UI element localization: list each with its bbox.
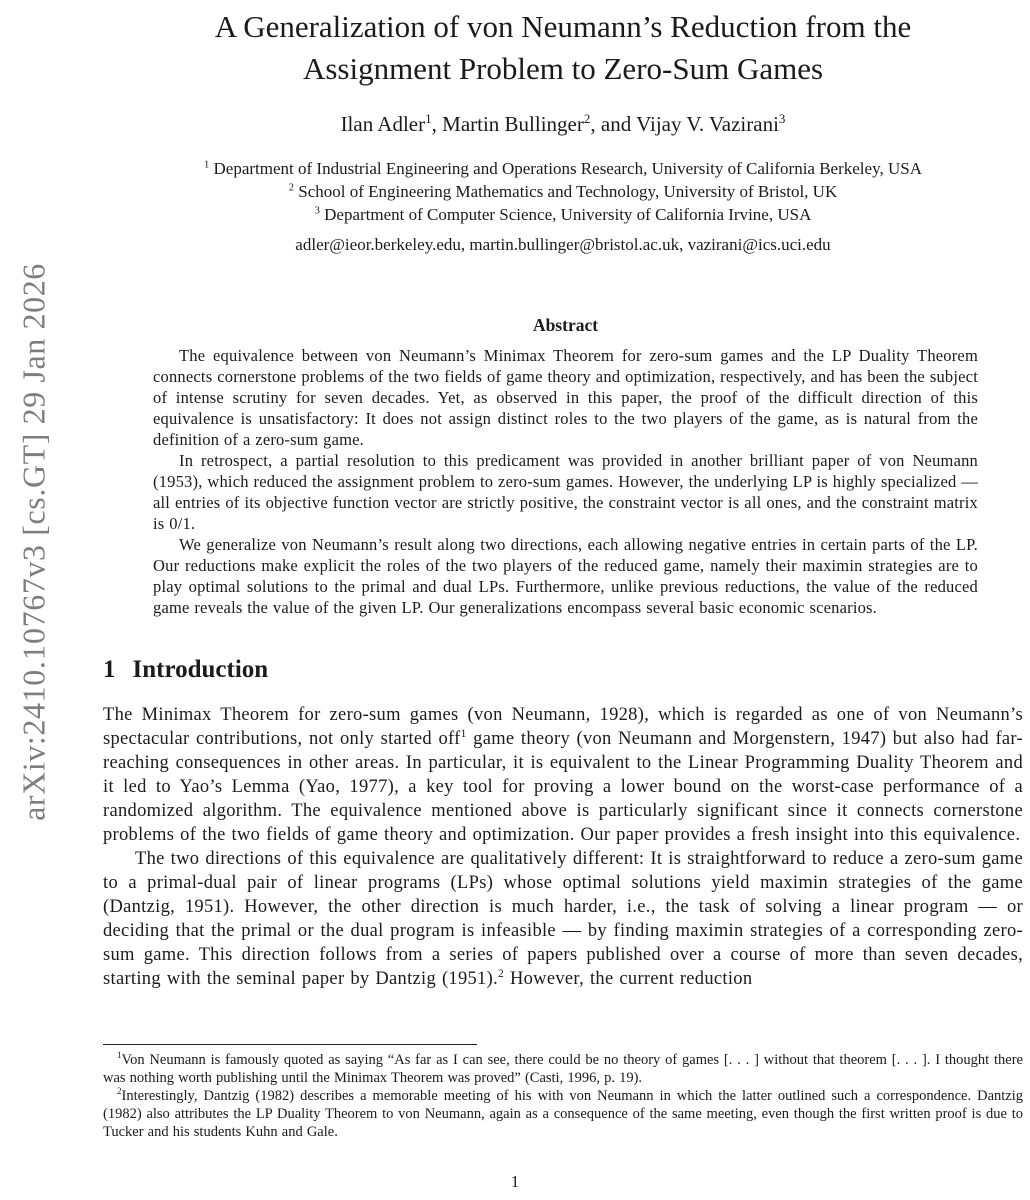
abstract-paragraph: The equivalence between von Neumann’s Minimax Theorem for zero-sum games and the LP Duality Theorem connects cornerstone problems of the two fields of game theory and optimization, respectively, and has been the subject of intense scrutiny for seven decades. Yet, as observed in this paper, the proof of the difficult direction of this equivalence is unsatisfactory: It does not assign distinct roles to the two players of the game, as is natural from the definition of a zero-sum game.: [153, 346, 978, 449]
text-segment: The Minimax Theorem for zero-sum games (von Neumann, 1928), which is regarded as one of von Neumann’s spectacular contributions, not only started off: [103, 705, 1023, 749]
footnote-block: [103, 1044, 1023, 1141]
affiliation-marker: 1: [204, 159, 210, 171]
author-affiliation-marker: 1: [425, 111, 432, 126]
affiliation-text: School of Engineering Mathematics and Technology, University of Bristol, UK: [294, 182, 838, 201]
author-name: Martin Bullinger: [442, 112, 584, 136]
footnote-text: Von Neumann is famously quoted as saying “As far as I can see, there could be no theory of games [. . . ] without that theorem [. . . ]. I thought there was nothing worth publishing until the Minimax Theorem was proved” (Casti, 1996, p. 19).: [103, 1052, 1023, 1086]
footnote-rule: [103, 1044, 477, 1045]
paper-content: [103, 0, 1023, 991]
paper-title: A Generalization of von Neumann’s Reduction from the Assignment Problem to Zero-Sum Games: [214, 9, 912, 86]
affiliation-marker: 3: [314, 205, 320, 217]
abstract-body: [153, 345, 978, 618]
footnote-text: Interestingly, Dantzig (1982) describes a memorable meeting of his with von Neumann in which the latter outlined such a correspondence. Dantzig (1982) also attributes the LP Duality Theorem to von Neumann, again as a consequence of the same meeting, even though the first written proof is due to Tucker and his students Kuhn and Gale.: [103, 1088, 1023, 1140]
author-separator: , and: [590, 112, 637, 136]
author-name: Ilan Adler: [340, 112, 426, 136]
author-separator: ,: [431, 112, 443, 136]
affiliations: [103, 157, 1023, 226]
footnote-marker: 1: [460, 727, 467, 740]
text-segment: game theory (von Neumann and Morgenstern, 1947) but also had far-reaching consequences in other areas. In particular, it is equivalent to the Linear Programming Duality Theorem and it led to Yao’s Lemma (Yao, 1977), a key tool for proving a lower bound on the worst-case performance of a randomized algorithm. The equivalence mentioned above is particularly significant since it connects cornerstone problems of the two fields of game theory and optimization. Our paper provides a fresh insight into this equivalence.: [103, 729, 1023, 845]
footnote-number: 2: [117, 1086, 122, 1097]
affiliation-line: [103, 157, 1023, 180]
body-paragraph: [103, 847, 1023, 991]
footnote: [103, 1087, 1023, 1141]
affiliation-line: [103, 180, 1023, 203]
page-number: 1: [510, 1172, 520, 1191]
abstract-paragraph: In retrospect, a partial resolution to this predicament was provided in another brilliant paper of von Neumann (1953), which reduced the assignment problem to zero-sum games. However, the underlying LP is highly specialized — all entries of its objective function vector are strictly positive, the constraint vector is all ones, and the constraint matrix is 0/1.: [153, 451, 978, 533]
body-paragraph: [103, 703, 1023, 847]
affiliation-marker: 2: [288, 182, 295, 194]
author-affiliation-marker: 2: [583, 111, 591, 126]
text-segment: The two directions of this equivalence are qualitatively different: It is straightforward to reduce a zero-sum game to a primal-dual pair of linear programs (LPs) whose optimal solutions yield maximin strategies of the game (Dantzig, 1951). However, the other direction is much harder, i.e., the task of solving a linear program — or deciding that the primal or the dual program is infeasible — by finding maximin strategies of a corresponding zero-sum game. This direction follows from a series of papers published over a course of more than seven decades, starting with the seminal paper by Dantzig (1951).: [103, 849, 1023, 989]
text-segment: However, the current reduction: [504, 969, 753, 989]
section-heading: [103, 656, 1023, 684]
section-title: Introduction: [132, 656, 269, 683]
introduction-text: [103, 703, 1023, 991]
footnote: [103, 1051, 1023, 1087]
abstract-paragraph: We generalize von Neumann’s result along two directions, each allowing negative entries in certain parts of the LP. Our reductions make explicit the roles of the two players of the reduced game, namely their maximin strategies are to play optimal solutions to the primal and dual LPs. Furthermore, unlike previous reductions, the value of the reduced game reveals the value of the given LP. Our generalizations encompass several basic economic scenarios.: [153, 535, 978, 617]
author-line: [103, 112, 1023, 137]
footnote-number: 1: [117, 1050, 122, 1061]
footnotes: [103, 1051, 1023, 1141]
author-emails: adler@ieor.berkeley.edu, martin.bullinger@bristol.ac.uk, vazirani@ics.uci.edu: [295, 235, 831, 254]
arxiv-watermark: arXiv:2410.10767v3 [cs.GT] 29 Jan 2026: [15, 263, 52, 821]
section-number: 1: [103, 656, 116, 683]
abstract-section: [103, 315, 1023, 618]
affiliation-text: Department of Industrial Engineering and Operations Research, University of California Berkeley, USA: [209, 159, 922, 178]
abstract-heading: Abstract: [532, 315, 599, 335]
author-name: Vijay V. Vazirani: [636, 112, 779, 136]
author-affiliation-marker: 3: [778, 111, 786, 126]
affiliation-text: Department of Computer Science, University of California Irvine, USA: [319, 205, 812, 224]
footnote-marker: 2: [498, 967, 505, 980]
affiliation-line: [103, 203, 1023, 226]
